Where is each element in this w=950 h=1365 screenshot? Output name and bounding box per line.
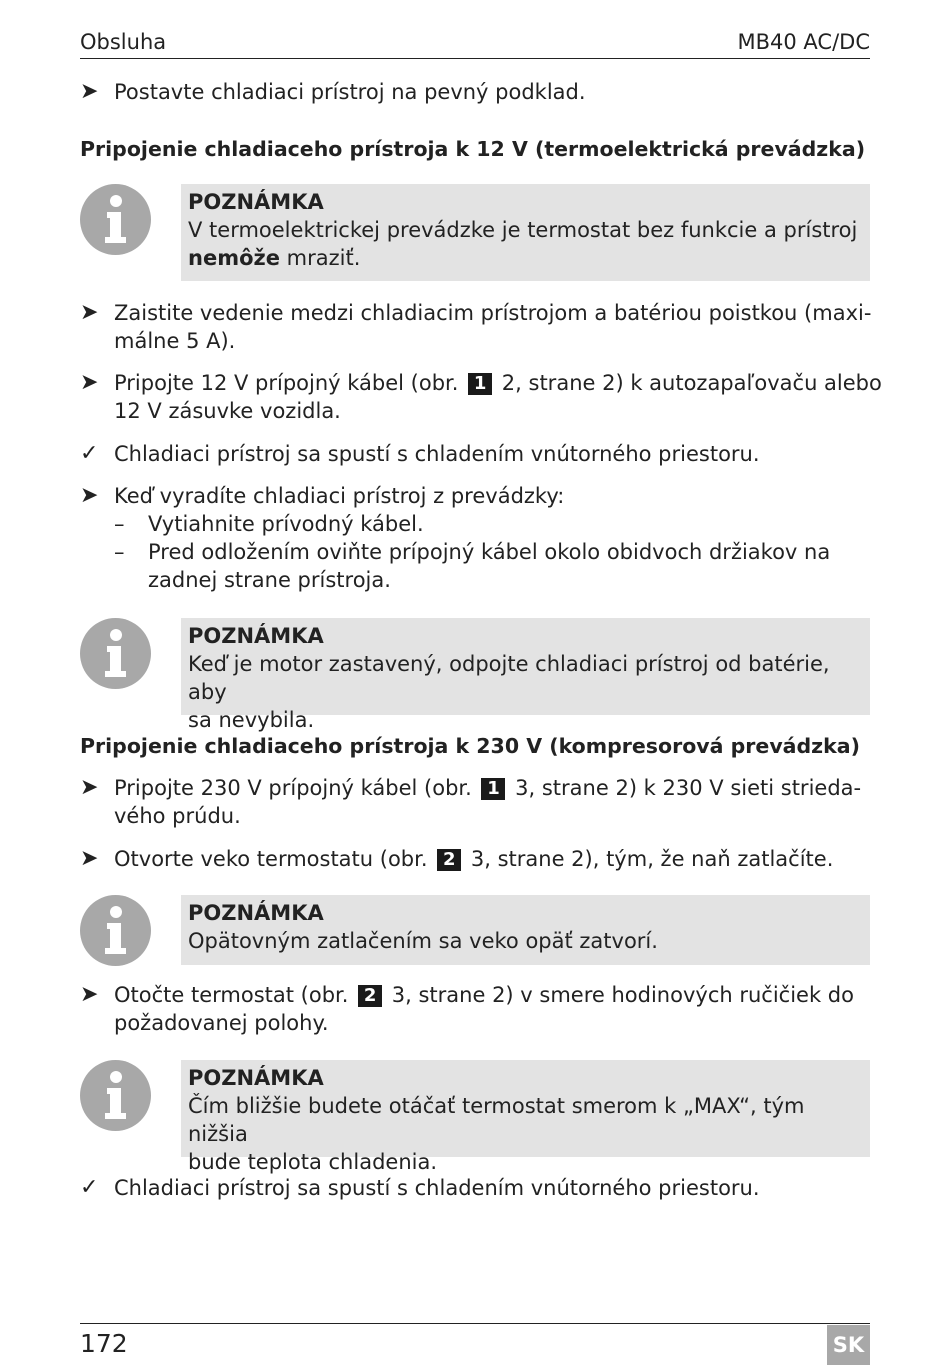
page-header (80, 28, 870, 59)
language-badge: SK (827, 1325, 870, 1365)
instruction-step (80, 78, 904, 106)
instruction-step (80, 774, 904, 830)
result-text: Chladiaci prístroj sa spustí s chladením vnútorného priestoru. (114, 442, 760, 466)
step-text: Keď vyradíte chladiaci prístroj z prevádzky: (114, 484, 565, 508)
sub-step-text: Pred odložením oviňte prípojný kábel okolo obidvoch držiakov na (148, 540, 831, 564)
arrow-right-marker-icon: ➤ (80, 846, 99, 871)
sub-step (114, 538, 904, 594)
step-text: Pripojte 12 V prípojný kábel (obr. (114, 371, 466, 395)
section-heading: Pripojenie chladiaceho prístroja k 12 V (termoelektrická prevádzka) (80, 137, 866, 161)
note-text: Čím bližšie budete otáčať termostat smerom k „MAX“, tým nižšia (188, 1094, 805, 1146)
step-text: 3, strane 2) v smere hodinových ručičiek do (385, 983, 854, 1007)
info-icon (80, 1060, 151, 1131)
figure-reference: 1 (481, 778, 505, 800)
page-number: 172 (80, 1329, 128, 1358)
result-line (80, 440, 904, 468)
info-icon (80, 618, 151, 689)
note-title: POZNÁMKA (188, 1066, 324, 1090)
figure-reference: 2 (358, 985, 382, 1007)
note-text: Opätovným zatlačením sa veko opäť zatvorí. (188, 929, 658, 953)
note-box (181, 184, 870, 281)
checkmark-icon: ✓ (80, 441, 99, 466)
model-name: MB40 AC/DC (737, 30, 870, 54)
figure-reference: 2 (437, 849, 461, 871)
figure-reference: 1 (468, 373, 492, 395)
step-text: 2, strane 2) k autozapaľovaču alebo (495, 371, 882, 395)
step-text: 3, strane 2), tým, že naň zatlačíte. (464, 847, 834, 871)
checkmark-icon: ✓ (80, 1175, 99, 1200)
note-text: Keď je motor zastavený, odpojte chladiaci prístroj od batérie, aby (188, 652, 830, 704)
sub-step (114, 510, 904, 538)
dash-marker: – (114, 540, 125, 564)
instruction-step (80, 981, 904, 1037)
note-box (181, 1060, 870, 1174)
note-text: sa nevybila. (188, 708, 315, 732)
instruction-step (80, 845, 904, 873)
step-text: vého prúdu. (114, 804, 241, 828)
step-text: Zaistite vedenie medzi chladiacim prístrojom a batériou poistkou (maxi- (114, 301, 872, 325)
sub-step-text: zadnej strane prístroja. (148, 568, 391, 592)
arrow-right-marker-icon: ➤ (80, 79, 99, 104)
instruction-step (80, 369, 904, 425)
step-text: 3, strane 2) k 230 V sieti strieda- (508, 776, 862, 800)
note-title: POZNÁMKA (188, 624, 324, 648)
instruction-step (80, 482, 904, 594)
arrow-right-marker-icon: ➤ (80, 300, 99, 325)
note-title: POZNÁMKA (188, 190, 324, 214)
info-icon (80, 895, 151, 966)
step-text: Otvorte veko termostatu (obr. (114, 847, 435, 871)
result-text: Chladiaci prístroj sa spustí s chladením vnútorného priestoru. (114, 1176, 760, 1200)
note-box (181, 618, 870, 732)
arrow-right-marker-icon: ➤ (80, 982, 99, 1007)
note-text: V termoelektrickej prevádzke je termostat bez funkcie a prístroj (188, 218, 858, 242)
step-text: Postavte chladiaci prístroj na pevný podklad. (114, 80, 586, 104)
section-title: Obsluha (80, 30, 167, 54)
note-box (181, 895, 870, 965)
footer-divider (80, 1323, 870, 1324)
step-text: Pripojte 230 V prípojný kábel (obr. (114, 776, 479, 800)
note-text: mraziť. (279, 246, 361, 270)
step-text: 12 V zásuvke vozidla. (114, 399, 341, 423)
note-title: POZNÁMKA (188, 901, 324, 925)
arrow-right-marker-icon: ➤ (80, 370, 99, 395)
arrow-right-marker-icon: ➤ (80, 483, 99, 508)
instruction-step (80, 299, 904, 355)
note-emphasis: nemôže (188, 246, 280, 270)
section-heading: Pripojenie chladiaceho prístroja k 230 V (kompresorová prevádzka) (80, 734, 860, 758)
note-text: bude teplota chladenia. (188, 1150, 438, 1174)
result-line (80, 1174, 904, 1202)
arrow-right-marker-icon: ➤ (80, 775, 99, 800)
sub-step-text: Vytiahnite prívodný kábel. (148, 512, 424, 536)
info-icon (80, 184, 151, 255)
step-text: Otočte termostat (obr. (114, 983, 356, 1007)
step-text: požadovanej polohy. (114, 1011, 329, 1035)
dash-marker: – (114, 512, 125, 536)
step-text: málne 5 A). (114, 329, 236, 353)
